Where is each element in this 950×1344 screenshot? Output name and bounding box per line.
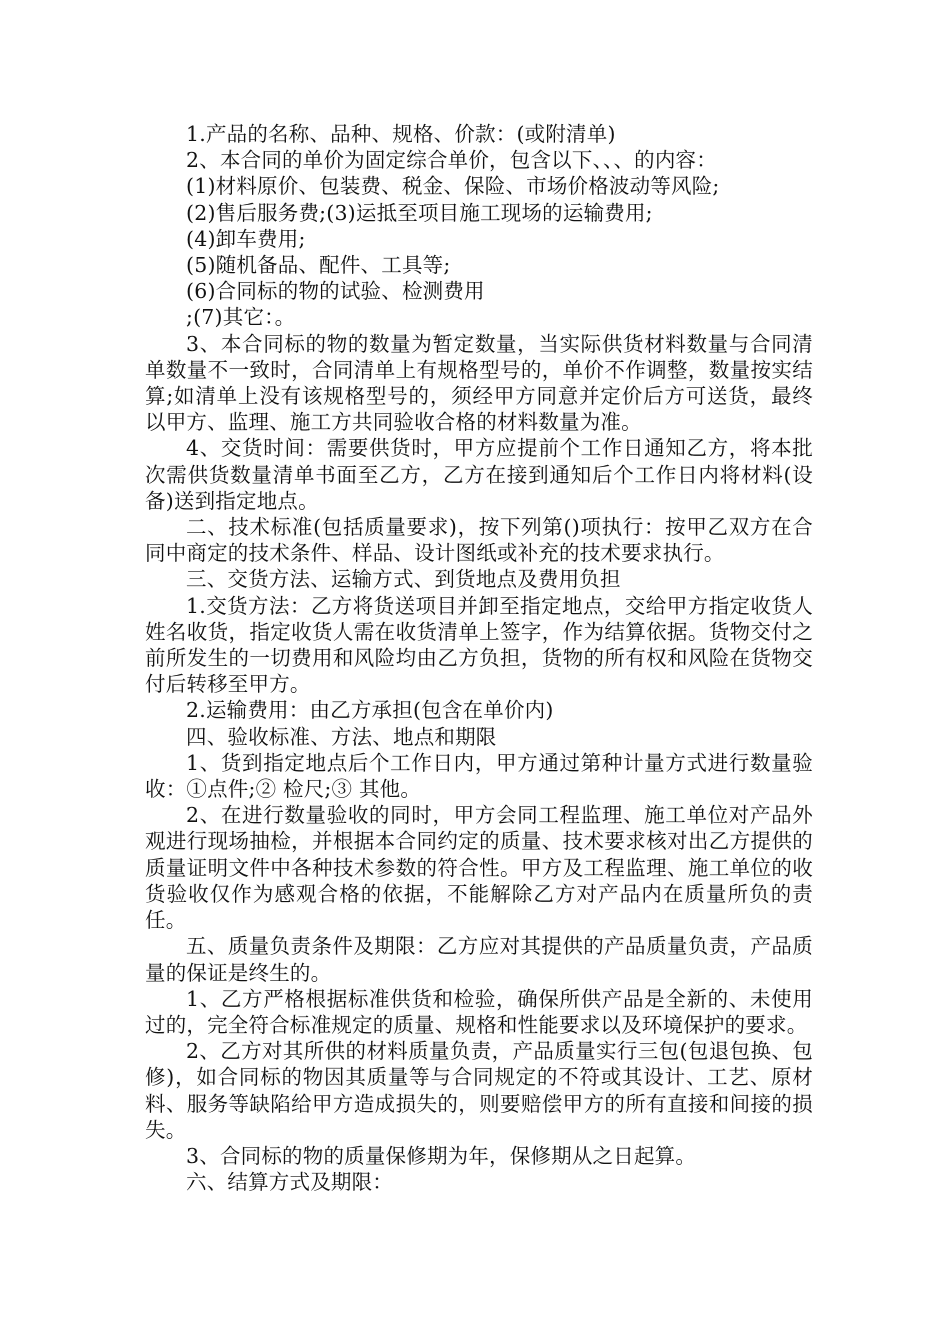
paragraph-quantity-acceptance: 1、货到指定地点后个工作日内，甲方通过第种计量方式进行数量验收：①点件;② 检尺;③ 其他。: [145, 750, 813, 802]
paragraph-item-4: (4)卸车费用;: [186, 226, 306, 251]
section-acceptance-heading: 四、验收标准、方法、地点和期限: [186, 724, 497, 749]
paragraph-transport-cost: 2.运输费用：由乙方承担(包含在单价内): [186, 698, 554, 723]
section-technical-standard: 二、技术标准(包括质量要求)，按下列第()项执行：按甲乙双方在合同中商定的技术条件、样品、设计图纸或补充的技术要求执行。: [145, 515, 813, 566]
paragraph-unit-price: 2、本合同的单价为固定综合单价，包含以下、、、的内容：: [186, 148, 717, 173]
paragraph-item-7: ;(7)其它：。: [186, 305, 296, 330]
paragraph-item-6: (6)合同标的物的试验、检测费用: [186, 279, 485, 304]
paragraph-three-guarantees: 2、乙方对其所供的材料质量负责，产品质量实行三包(包退包换、包修)，如合同标的物因其质量等与合同规定的不符或其设计、工艺、原材料、服务等缺陷给甲方造成损失的，则要赔偿甲方的所有直接和间接的损失。: [145, 1039, 813, 1142]
paragraph-item-2-3: (2)售后服务费;(3)运抵至项目施工现场的运输费用;: [186, 200, 653, 225]
paragraph-quantity: 3、本合同标的物的数量为暂定数量，当实际供货材料数量与合同清单数量不一致时，合同清单上有规格型号的，单价不作调整，数量按实结算;如清单上没有该规格型号的，须经甲方同意并定价后方可送货，最终以甲方、监理、施工方共同验收合格的材料数量为准。: [145, 331, 813, 435]
contract-body: [145, 121, 813, 1195]
paragraph-item-1: (1)材料原价、包装费、税金、保险、市场价格波动等风险;: [186, 174, 720, 199]
section-delivery-heading: 三、交货方法、运输方式、到货地点及费用负担: [186, 567, 621, 592]
paragraph-product-name: 1.产品的名称、品种、规格、价款：(或附清单): [186, 122, 616, 146]
paragraph-delivery-time: 4、交货时间：需要供货时，甲方应提前个工作日通知乙方，将本批次需供货数量清单书面至乙方，乙方在接到通知后个工作日内将材料(设备)送到指定地点。: [145, 436, 813, 513]
paragraph-item-5: (5)随机备品、配件、工具等;: [186, 253, 451, 278]
paragraph-delivery-method: 1.交货方法：乙方将货送项目并卸至指定地点，交给甲方指定收货人姓名收货，指定收货人需在收货清单上签字，作为结算依据。货物交付之前所发生的一切费用和风险均由乙方负担，货物的所有权和风险在货物交付后转移至甲方。: [145, 593, 813, 697]
paragraph-standard-supply: 1、乙方严格根据标准供货和检验，确保所供产品是全新的、未使用过的，完全符合标准规定的质量、规格和性能要求以及环境保护的要求。: [145, 986, 813, 1037]
section-quality-responsibility: 五、质量负责条件及期限：乙方应对其提供的产品质量负责，产品质量的保证是终生的。: [145, 934, 813, 985]
paragraph-quality-inspection: 2、在进行数量验收的同时，甲方会同工程监理、施工单位对产品外观进行现场抽检，并根据本合同约定的质量、技术要求核对出乙方提供的质量证明文件中各种技术参数的符合性。甲方及工程监理、施工单位的收货验收仅作为感观合格的依据，不能解除乙方对产品内在质量所负的责任。: [145, 803, 813, 933]
section-settlement-heading: 六、结算方式及期限：: [186, 1170, 393, 1195]
paragraph-warranty-period: 3、合同标的物的质量保修期为年，保修期从之日起算。: [186, 1143, 697, 1168]
